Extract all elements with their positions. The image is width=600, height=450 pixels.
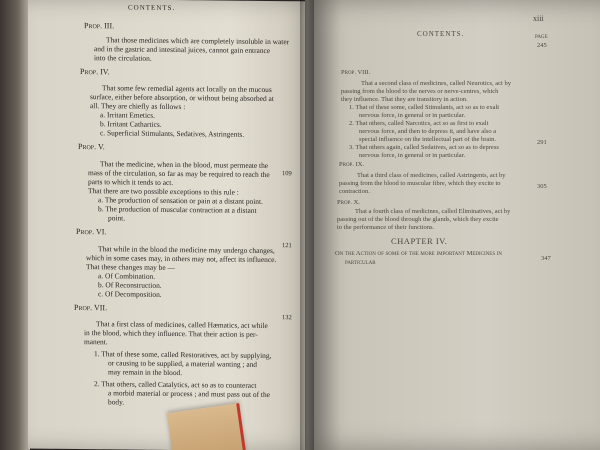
text-line: special influence on the intellectual part of the brain. (359, 136, 496, 143)
text-line: passing from the blood to muscular fibre, which they excite to (339, 180, 501, 187)
text-line: in the blood, which they influence. That their action is per- (84, 328, 258, 339)
text-line: may remain in the blood. (108, 367, 183, 378)
running-head-left: CONTENTS. (128, 3, 176, 13)
book-edge (0, 0, 30, 450)
text-line: nervous force, and then to depress it, and have also a (359, 128, 497, 135)
text-line: they influence. That they are transitory in action. (341, 96, 468, 103)
text-line: That a first class of medicines, called Hæmatics, act while (96, 319, 268, 330)
text-line: mass of the circulation, so far as may be required to reach the (88, 168, 270, 180)
right-page (305, 0, 600, 450)
text-line: contraction. (339, 188, 370, 195)
text-line: That some few remedial agents act locally on the mucous (102, 83, 272, 95)
page-column-label: PAGE (535, 35, 548, 40)
text-line: That these changes may be — (86, 262, 175, 273)
prop-label: Prop. VII. (74, 302, 108, 313)
text-line: 2. That others, called Narcotics, act so as first to exalt (349, 120, 489, 127)
text-line: which in some cases may, in others may not, affect its influence. (86, 253, 277, 265)
left-page (28, 0, 318, 450)
text-line: all. They are chiefly as follows : (90, 101, 186, 112)
text-line: c. Of Decomposition. (98, 289, 162, 299)
text-line: or causing to be supplied, a material wanting ; and (108, 358, 258, 369)
running-head-right: CONTENTS. (417, 30, 465, 38)
text-line: surface, either before absorption, or without being absorbed at (90, 92, 274, 104)
text-line: a. Of Combination. (98, 271, 156, 281)
prop-label: Prop. X. (337, 199, 360, 206)
text-line: a. The production of sensation or pain at a distant point. (98, 195, 263, 206)
prop-label: Prop. VI. (76, 226, 107, 237)
text-line: That a third class of medicines, called Astringents, act by (357, 172, 506, 179)
text-line: b. The production of muscular contraction at a distant (98, 204, 257, 215)
text-line: That while in the blood the medicine may undergo changes, (98, 244, 275, 256)
folio: xiii (533, 14, 544, 23)
text-line: b. Of Reconstruction. (98, 280, 162, 290)
page-number: 109 (282, 170, 292, 178)
prop-label: Prop. VIII. (341, 69, 371, 76)
text-line: nervous force, in general or in particular. (359, 112, 466, 119)
text-line: parts to which it tends to act. (88, 177, 174, 188)
text-line: to the performance of their functions. (337, 224, 435, 231)
page-number: 347 (541, 255, 551, 262)
text-line: point. (108, 213, 126, 223)
text-line: 1. That of these some, called Stimulants, act so as to exalt (349, 104, 500, 111)
text-line: That those medicines which are completely insoluble in water (106, 35, 290, 47)
text-line: a morbid material or process ; and must pass out of the (108, 388, 270, 400)
text-line: particular (345, 259, 376, 266)
text-line: On the Action of some of the more important Medicines in (335, 250, 503, 257)
prop-label: Prop. IX. (339, 161, 365, 168)
page-number: 245 (537, 42, 547, 49)
text-line: and in the gastric and intestinal juices, cannot gain entrance (94, 44, 271, 56)
prop-label: Prop. IV. (80, 67, 110, 77)
prop-label: Prop. III. (84, 21, 115, 31)
text-line: passing out of the blood through the glands, which they excite (337, 216, 499, 223)
page-number: 132 (282, 314, 292, 322)
text-line: nervous force, in general or in particular. (359, 152, 466, 159)
book-gutter (300, 0, 314, 450)
text-line: 1. That of these some, called Restoratives, act by supplying, (94, 349, 272, 361)
page-number: 121 (282, 242, 292, 250)
prop-label: Prop. V. (78, 142, 105, 152)
text-line: That a second class of medicines, called Neurotics, act by (361, 80, 511, 87)
text-line: a. Irritant Emetics. (100, 110, 155, 120)
text-line: passing from the blood to the nerves or nerve-centres, which (341, 88, 499, 95)
text-line: into the circulation. (94, 53, 152, 63)
text-line: 3. That others again, called Sedatives, act so as to depress (349, 144, 499, 151)
page-number: 305 (537, 183, 547, 190)
page-number: 291 (537, 139, 547, 146)
text-line: That a fourth class of medicines, called Eliminatives, act by (355, 208, 511, 215)
chapter-title: CHAPTER IV. (391, 236, 448, 246)
text-line: b. Irritant Cathartics. (100, 119, 162, 129)
text-line: manent. (84, 337, 108, 347)
text-line: 2. That others, called Catalytics, act so as to counteract (94, 379, 257, 390)
text-line: body. (108, 397, 125, 407)
text-line: That there are two possible exceptions to this rule : (88, 186, 239, 197)
text-line: c. Superficial Stimulants, Sedatives, Astringents. (100, 128, 245, 139)
text-line: That the medicine, when in the blood, must permeate the (100, 159, 269, 170)
